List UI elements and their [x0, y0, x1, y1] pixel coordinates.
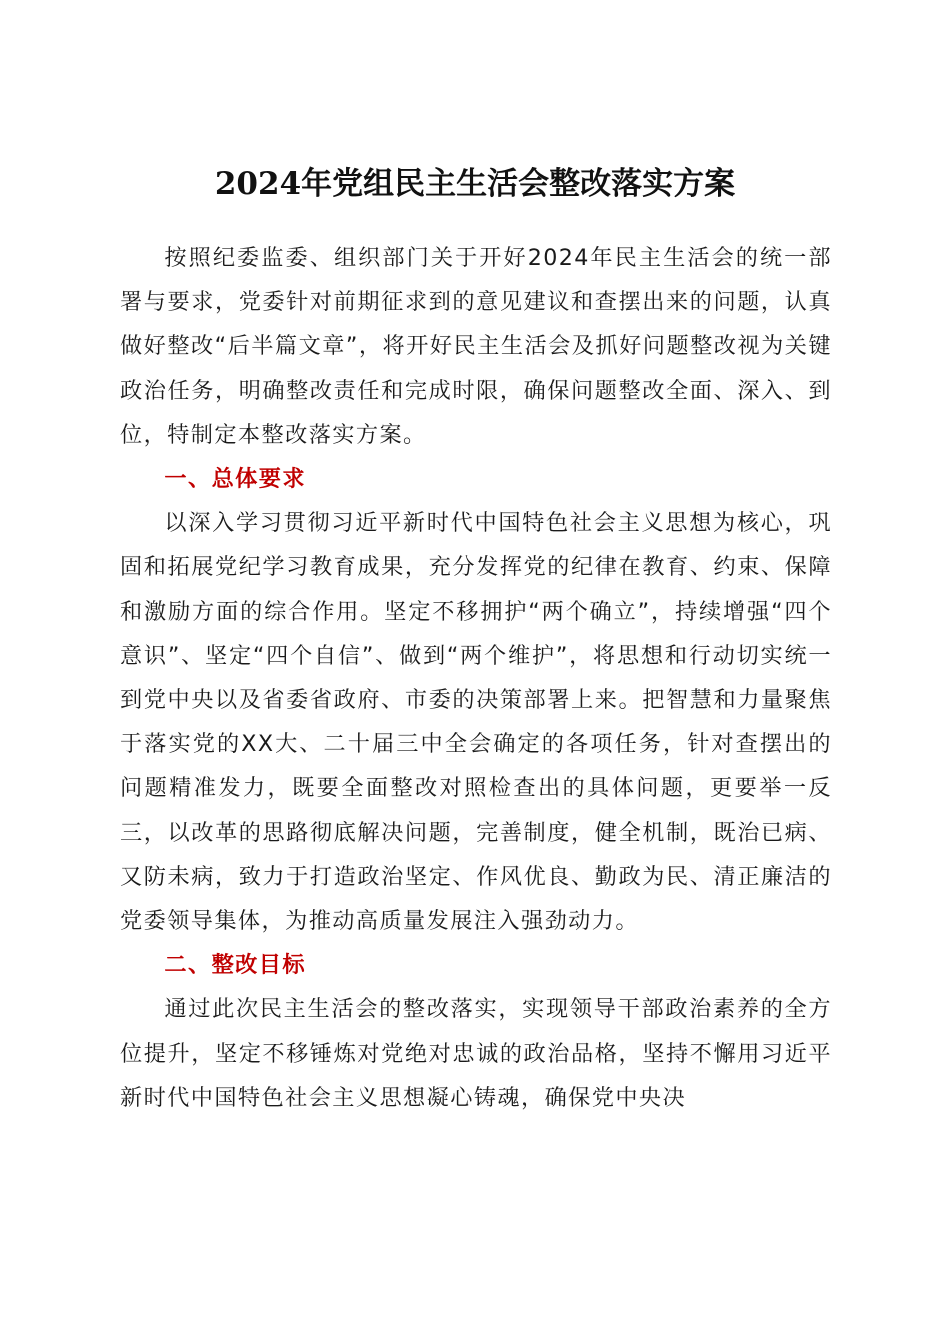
section-heading-rectification-goals: 二、整改目标	[164, 952, 306, 979]
overall-requirements-paragraph: 以深入学习贯彻习近平新时代中国特色社会主义思想为核心，巩固和拓展党纪学习教育成果，充分发挥党的纪律在教育、约束、保障和激励方面的综合作用。坚定不移拥护“两个确立”，持续增强“四个意识”、坚定“四个自信”、做到“两个维护”，将思想和行动切实统一到党中央以及省委省政府、市委的决策部署上来。把智慧和力量聚焦于落实党的XX大、二十届三中全会确定的各项任务，针对查摆出的问题精准发力，既要全面整改对照检查出的具体问题，更要举一反三，以改革的思路彻底解决问题，完善制度，健全机制，既治已病、又防未病，致力于打造政治坚定、作风优良、勤政为民、清正廉洁的党委领导集体，为推动高质量发展注入强劲动力。	[120, 510, 832, 935]
section-heading-overall-requirements: 一、总体要求	[164, 466, 306, 493]
document-body	[120, 236, 832, 1120]
document-title: 2024年党组民主生活会整改落实方案	[214, 166, 736, 202]
rectification-goals-paragraph: 通过此次民主生活会的整改落实，实现领导干部政治素养的全方位提升，坚定不移锤炼对党绝对忠诚的政治品格，坚持不懈用习近平新时代中国特色社会主义思想凝心铸魂，确保党中央决	[120, 996, 832, 1111]
intro-paragraph: 按照纪委监委、组织部门关于开好2024年民主生活会的统一部署与要求，党委针对前期征求到的意见建议和查摆出来的问题，认真做好整改“后半篇文章”，将开好民主生活会及抓好问题整改视为关键政治任务，明确整改责任和完成时限，确保问题整改全面、深入、到位，特制定本整改落实方案。	[120, 245, 832, 448]
